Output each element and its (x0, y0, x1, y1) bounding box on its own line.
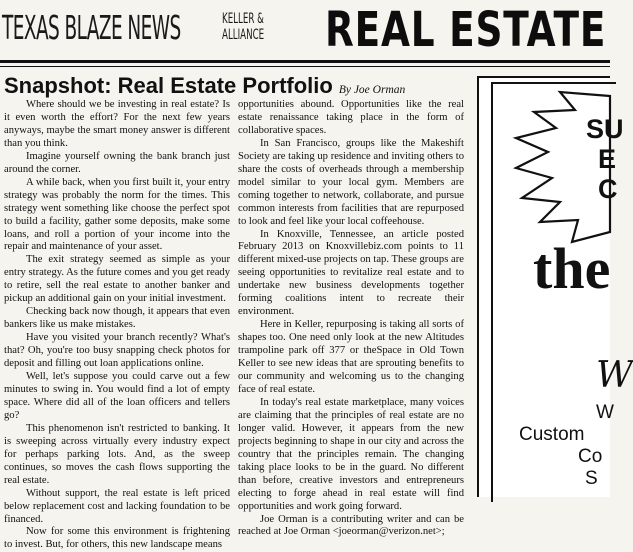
paragraph: A while back, when you first built it, your entry strategy was probably the norm for the times. This strategy went something like choose the perfect spot to build a facility, gather some deposits, make some loans, and roll a portion of your income into the repair and maintenance of your asset. (4, 176, 230, 253)
edition-label-line-1: KELLER & (222, 11, 264, 27)
ad-line-3: Co (578, 446, 603, 467)
paragraph: Here in Keller, repurposing is taking all sorts of shapes too. One need only look at the new Altitudes trampoline park off 377 or theSpace in Old Town Keller to see new ideas that are sprouting benefits to our community and welcoming us to the changing face of real estate. (238, 319, 464, 395)
article-byline: By Joe Orman (338, 84, 406, 96)
edition-label-line-2: ALLIANCE (222, 27, 265, 43)
ad-line-2: Custom (519, 424, 585, 445)
paragraph: In San Francisco, groups like the Makeshift Society are taking up residence and inviting others to share the costs of overheads through a membership model similar to your local gym. Members are coming together to network, collaborate, and pursue common interests from facilities that are repurposed to look and feel like your local coffeehouse. (238, 137, 464, 227)
paragraph: Have you visited your branch recently? What's that? Oh, you're too busy snapping check photos for deposit and filling out loan applications online. (4, 332, 230, 370)
burst-text-3: C (598, 174, 618, 204)
burst-text-1: SU (586, 114, 624, 144)
ad-line-4: S (585, 468, 598, 489)
ad-line-1: W (596, 402, 614, 423)
paragraph: This phenomenon isn't restricted to banking. It is sweeping across virtually every industry expect for perhaps parking lots. And, as the sweep continues, so moves the cash flows supporting the real estate. (4, 422, 230, 486)
article-title: Snapshot: Real Estate Portfolio (4, 73, 333, 98)
paragraph: The exit strategy seemed as simple as your entry strategy. As the future comes and you get ready to retire, sell the real estate to another banker and pickup an additional gain on your initial investment. (4, 254, 230, 305)
paragraph: In today's real estate marketplace, many voices are claiming that the principles of real estate are no longer valid. However, it appears from the new projects beginning to shape in our city and across the country that the principles remain. The changing taking place looks to be in the guard. No different than before, creative investors and entrepreneurs electing to forge ahead in real estate will find opportunities and work going forward. (238, 396, 464, 512)
paragraph: Now for some this environment is frightening to invest. But, for others, this new landscape means (4, 526, 230, 551)
paragraph: Well, let's suppose you could carve out a few minutes to swing in. You would find a lot of empty space. Where did all of the loan officers and tellers go? (4, 371, 230, 421)
paragraph: Imagine yourself owning the bank branch just around the corner. (4, 150, 230, 175)
burst-text-2: E (598, 144, 617, 174)
section-title: REAL ESTATE (325, 2, 607, 58)
ad-big-word: the (533, 236, 611, 301)
author-contact: Joe Orman is a contributing writer and can be reached at Joe Orman <joeorman@verizon.net>; (238, 513, 464, 538)
paragraph: opportunities abound. Opportunities like the real estate renaissance taking place in the form of collaborative spaces. (238, 99, 464, 136)
advertisement (477, 76, 633, 497)
newspaper-name: TEXAS BLAZE NEWS (2, 8, 181, 47)
paragraph: Without support, the real estate is left priced below replacement cost and lacking foundation to be financed. (4, 487, 230, 525)
ad-script-word: W (596, 355, 633, 396)
paragraph: Where should we be investing in real estate? Is it even worth the effort? For the next few years anyways, maybe the smart money answer is different than you think. (4, 99, 230, 149)
paragraph: Checking back now though, it appears that even bankers like us make mistakes. (4, 306, 230, 331)
paragraph: In Knoxville, Tennessee, an article posted February 2013 on Knoxvillebiz.com points to 11 different mixed-use projects on tap. These groups are seeing opportunities to revitalize real estate and to undertake new business developments together forming coalitions intent to recreate their environment. (238, 228, 464, 318)
